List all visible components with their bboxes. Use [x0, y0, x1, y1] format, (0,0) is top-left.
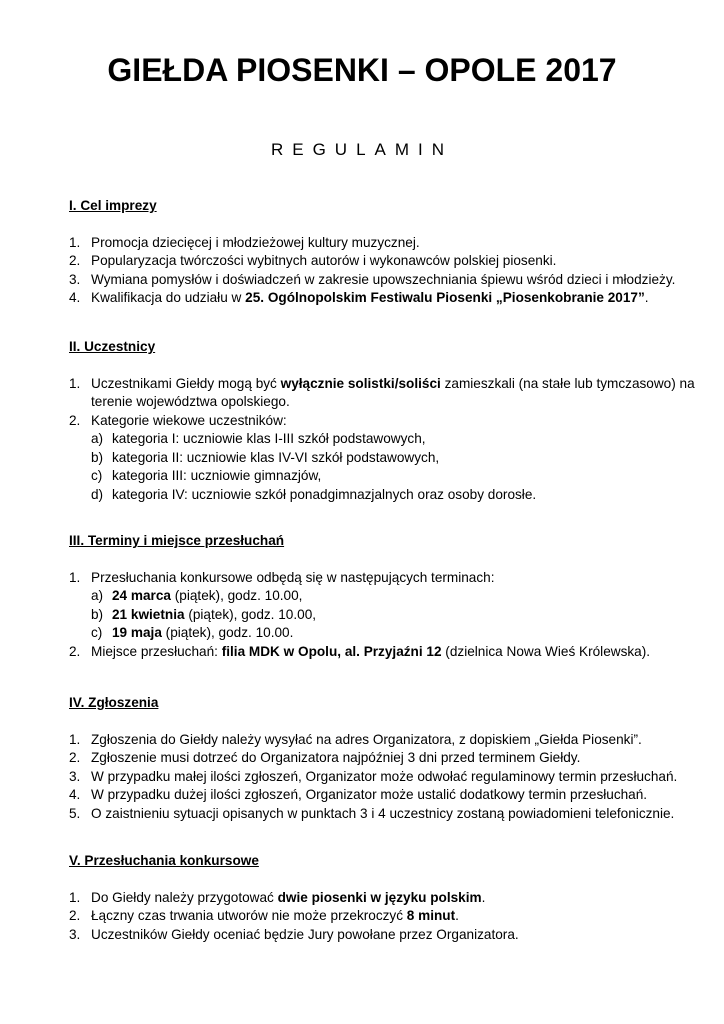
item-text: O zaistnieniu sytuacji opisanych w punktach 3 i 4 uczestnicy zostaną powiadomieni telefonicznie.: [91, 805, 675, 821]
bold-text: 25. Ogólnopolskim Festiwalu Piosenki „Piosenkobranie 2017”: [245, 290, 645, 305]
numbered-list: [69, 731, 709, 824]
bold-text: dwie piosenki w języku polskim: [277, 889, 482, 905]
item-text: kategoria II: uczniowie klas IV-VI szkół podstawowych,: [112, 449, 440, 465]
item-text: (piątek), godz. 10.00.: [161, 625, 294, 640]
item-number: 1.: [69, 569, 81, 585]
page-title: GIEŁDA PIOSENKI – OPOLE 2017: [107, 52, 617, 88]
item-number: 1.: [69, 889, 81, 905]
item-text: (dzielnica Nowa Wieś Królewska).: [441, 643, 651, 659]
item-text: Łączny czas trwania utworów nie może przekroczyć: [91, 908, 407, 923]
item-text: .: [481, 889, 486, 905]
bold-text: 19 maja: [112, 625, 162, 640]
item-text: Uczestników Giełdy oceniać będzie Jury powołane przez Organizatora.: [91, 926, 519, 942]
item-text: .: [455, 908, 459, 923]
list-item: [69, 749, 709, 768]
item-text: W przypadku małej ilości zgłoszeń, Organizator może odwołać regulaminowy termin przesłuchań.: [91, 768, 678, 784]
list-item: [69, 569, 709, 643]
section-przesluchania: [69, 852, 709, 944]
item-text: zamieszkali (na stałe lub tymczasowo) na terenie województwa opolskiego.: [91, 375, 695, 409]
item-text: Promocja dziecięcej i młodzieżowej kultury muzycznej.: [91, 234, 420, 250]
sub-item-letter: b): [91, 449, 104, 465]
bold-text: 21 kwietnia: [112, 606, 185, 622]
list-item: [69, 252, 709, 271]
item-text: Popularyzacja twórczości wybitnych autorów i wykonawców polskiej piosenki.: [91, 253, 557, 268]
sub-list-item: [69, 606, 709, 625]
list-item: [69, 731, 709, 750]
list-item: [69, 889, 709, 908]
sub-item-letter: d): [91, 486, 104, 502]
list-item: [69, 289, 709, 308]
list-item: [69, 805, 709, 824]
item-number: 1.: [69, 375, 81, 391]
bold-text: wyłącznie solistki/soliści: [280, 375, 441, 391]
section-terminy: [69, 532, 709, 661]
section-uczestnicy: [69, 338, 709, 504]
section-heading: I. Cel imprezy: [69, 198, 157, 213]
item-number: 3.: [69, 271, 81, 287]
numbered-list: [69, 234, 709, 308]
list-item: [69, 375, 709, 412]
sub-item-letter: c): [91, 468, 103, 483]
sub-list-item: [69, 486, 709, 505]
section-heading: IV. Zgłoszenia: [69, 695, 159, 710]
item-number: 3.: [69, 926, 81, 942]
numbered-list: [69, 889, 709, 945]
item-number: 2.: [69, 253, 81, 268]
item-text: (piątek), godz. 10.00,: [184, 606, 317, 622]
section-heading: V. Przesłuchania konkursowe: [69, 853, 259, 868]
item-number: 2.: [69, 412, 81, 428]
item-text: kategoria IV: uczniowie szkół ponadgimnazjalnych oraz osoby dorosłe.: [112, 486, 537, 502]
item-text: Kwalifikacja do udziału w: [91, 290, 246, 305]
item-number: 2.: [69, 643, 81, 659]
sub-list: [69, 587, 709, 643]
item-number: 2.: [69, 908, 81, 923]
section-zgloszenia: [69, 694, 709, 823]
item-text: Uczestnikami Giełdy mogą być: [91, 375, 281, 391]
list-item: [69, 412, 709, 505]
bold-text: 24 marca: [112, 588, 171, 603]
sub-list-item: [69, 624, 709, 643]
sub-list-item: [69, 467, 709, 486]
document-subtitle: REGULAMIN: [270, 140, 454, 159]
sub-item-letter: a): [91, 431, 104, 446]
item-number: 3.: [69, 768, 81, 784]
numbered-list: [69, 375, 709, 505]
numbered-list: [69, 569, 709, 662]
sub-list-item: [69, 449, 709, 468]
item-text: Przesłuchania konkursowe odbędą się w następujących terminach:: [91, 569, 495, 585]
section-cel-imprezy: [69, 197, 709, 308]
item-text: Kategorie wiekowe uczestników:: [91, 412, 287, 428]
item-number: 4.: [69, 290, 81, 305]
item-text: Zgłoszenia do Giełdy należy wysyłać na adres Organizatora, z dopiskiem „Giełda Piosenki”.: [91, 731, 642, 747]
item-text: Do Giełdy należy przygotować: [91, 889, 278, 905]
item-text: Wymiana pomysłów i doświadczeń w zakresie upowszechniania śpiewu wśród dzieci i młodzieży.: [91, 271, 676, 287]
item-number: 2.: [69, 750, 81, 765]
item-text: kategoria I: uczniowie klas I-III szkół podstawowych,: [112, 431, 426, 446]
item-text: Zgłoszenie musi dotrzeć do Organizatora najpóźniej 3 dni przed terminem Giełdy.: [91, 750, 581, 765]
section-heading: III. Terminy i miejsce przesłuchań: [69, 533, 285, 548]
list-item: [69, 926, 709, 945]
item-number: 1.: [69, 731, 81, 747]
bold-text: 8 minut: [406, 908, 456, 923]
item-number: 5.: [69, 805, 81, 821]
section-heading: II. Uczestnicy: [69, 339, 156, 354]
list-item: [69, 768, 709, 787]
list-item: [69, 271, 709, 290]
bold-text: filia MDK w Opolu, al. Przyjaźni 12: [221, 643, 442, 659]
list-item: [69, 234, 709, 253]
sub-list: [69, 430, 709, 504]
item-text: W przypadku dużej ilości zgłoszeń, Organizator może ustalić dodatkowy termin przesłuchań.: [91, 787, 648, 802]
item-number: 4.: [69, 787, 81, 802]
list-item: [69, 643, 709, 662]
item-text: (piątek), godz. 10.00,: [170, 588, 303, 603]
sub-item-letter: c): [91, 625, 103, 640]
sub-item-letter: b): [91, 606, 104, 622]
sub-item-letter: a): [91, 588, 104, 603]
item-text: kategoria III: uczniowie gimnazjów,: [112, 468, 322, 483]
item-text: Miejsce przesłuchań:: [91, 643, 222, 659]
list-item: [69, 786, 709, 805]
item-number: 1.: [69, 234, 81, 250]
sub-list-item: [69, 430, 709, 449]
item-text: .: [644, 290, 649, 305]
sub-list-item: [69, 587, 709, 606]
list-item: [69, 907, 709, 926]
